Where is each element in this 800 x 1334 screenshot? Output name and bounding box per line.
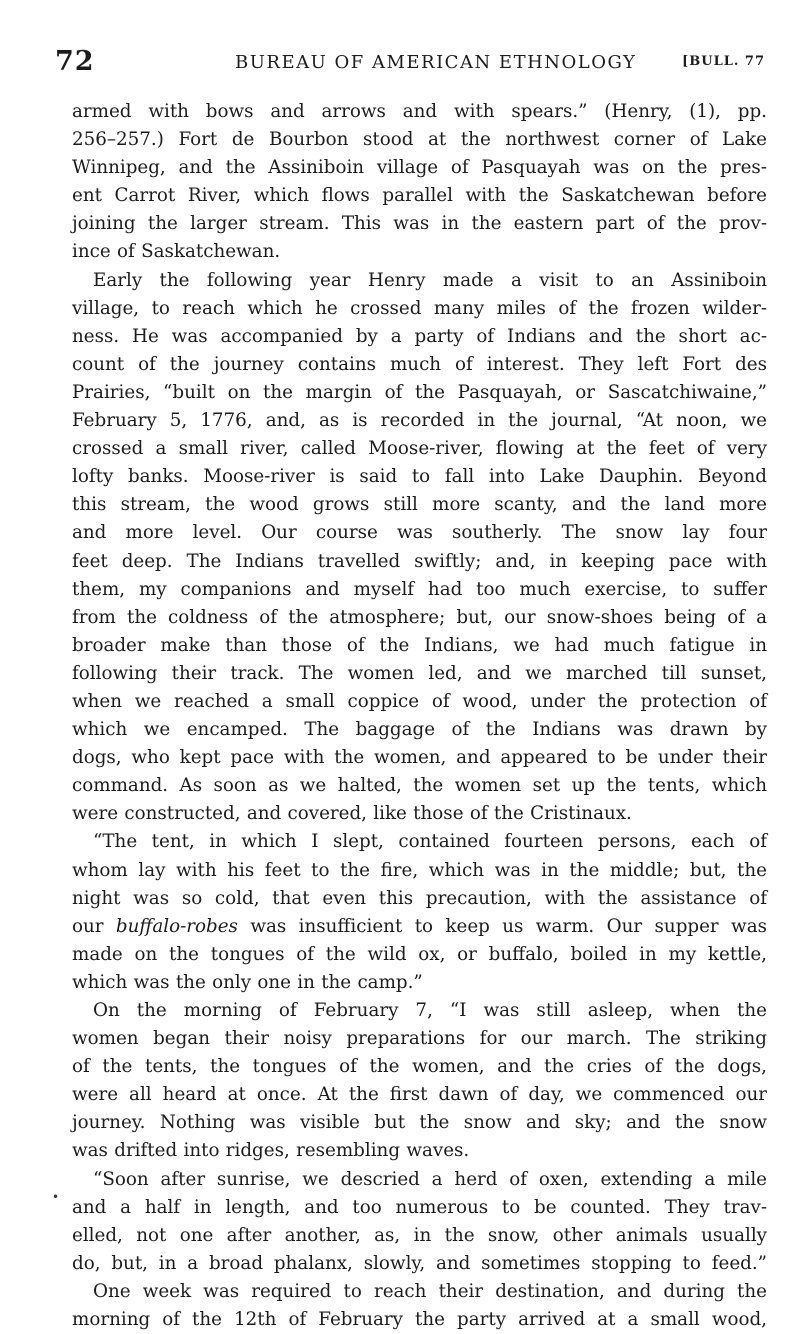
text-line: them, my companions and myself had too much exercise, to suffer	[72, 578, 767, 600]
text-run: our	[72, 915, 116, 937]
text-line: women began their noisy preparations for our march. The striking	[72, 1028, 767, 1050]
text-line: On the morning of February 7, “I was still asleep, when the	[93, 1000, 767, 1021]
running-head: BUREAU OF AMERICAN ETHNOLOGY	[235, 52, 637, 73]
text-line: Winnipeg, and the Assiniboin village of Pasquayah was on the pres-	[72, 157, 767, 179]
text-line: which we encamped. The baggage of the Indians was drawn by	[72, 719, 767, 741]
page-number: 72	[55, 46, 95, 77]
page-header	[55, 44, 765, 84]
text-line: elled, not one after another, as, in the snow, other animals usually	[72, 1224, 767, 1246]
text-line: feet deep. The Indians travelled swiftly; and, in keeping pace with	[72, 550, 767, 572]
text-line: of the tents, the tongues of the women, and the cries of the dogs,	[72, 1056, 767, 1078]
text-line: One week was required to reach their destination, and during the	[93, 1280, 767, 1302]
bulletin-number: [BULL. 77	[682, 54, 765, 69]
text-line: and a half in length, and too numerous to be counted. They trav-	[72, 1196, 767, 1218]
text-line: and more level. Our course was southerly. The snow lay four	[72, 522, 767, 544]
text-line: joining the larger stream. This was in the eastern part of the prov-	[72, 213, 767, 235]
text-line: ent Carrot River, which flows parallel with the Saskatchewan before	[72, 185, 767, 207]
text-line: Early the following year Henry made a visit to an Assiniboin	[93, 269, 767, 291]
text-line: this stream, the wood grows still more scanty, and the land more	[72, 494, 767, 516]
margin-mark: •	[52, 1190, 60, 1204]
text-line: following their track. The women led, and we marched till sunset,	[72, 662, 767, 684]
text-line: were all heard at once. At the first dawn of day, we commenced our	[72, 1084, 767, 1106]
text-line: command. As soon as we halted, the women set up the tents, which	[72, 775, 767, 797]
text-line: ince of Saskatchewan.	[72, 241, 281, 263]
text-line: count of the journey contains much of interest. They left Fort des	[72, 353, 767, 375]
text-line: dogs, who kept pace with the women, and appeared to be under their	[72, 747, 767, 769]
text-line: crossed a small river, called Moose-river, flowing at the feet of very	[72, 438, 767, 460]
text-run: was insufficient to keep us warm. Our supper was	[237, 915, 767, 937]
text-line: journey. Nothing was visible but the snow and sky; and the snow	[72, 1112, 767, 1134]
text-line: village, to reach which he crossed many miles of the frozen wilder-	[72, 297, 767, 319]
text-line: 256–257.) Fort de Bourbon stood at the northwest corner of Lake	[72, 129, 767, 151]
text-line: was drifted into ridges, resembling waves.	[72, 1140, 470, 1162]
text-line: broader make than those of the Indians, we had much fatigue in	[72, 634, 767, 656]
text-line: night was so cold, that even this precaution, with the assistance of	[72, 887, 767, 909]
text-line: lofty banks. Moose-river is said to fall into Lake Dauphin. Beyond	[72, 466, 767, 488]
text-line: February 5, 1776, and, as is recorded in the journal, “At noon, we	[72, 410, 767, 432]
text-line	[72, 913, 767, 941]
text-line: Prairies, “built on the margin of the Pasquayah, or Sascatchiwaine,”	[72, 381, 767, 403]
text-line: armed with bows and arrows and with spears.” (Henry, (1), pp.	[72, 101, 767, 122]
text-line: do, but, in a broad phalanx, slowly, and sometimes stopping to feed.”	[72, 1252, 767, 1274]
text-line: which was the only one in the camp.”	[72, 971, 423, 993]
text-line: “The tent, in which I slept, contained fourteen persons, each of	[93, 831, 767, 853]
body-text	[72, 98, 767, 1334]
text-line: whom lay with his feet to the fire, which was in the middle; but, the	[72, 859, 767, 881]
italic-term: buffalo-robes	[115, 915, 238, 937]
text-line: ness. He was accompanied by a party of Indians and the short ac-	[72, 325, 767, 347]
text-line: “Soon after sunrise, we descried a herd of oxen, extending a mile	[93, 1168, 767, 1190]
text-line: were constructed, and covered, like those of the Cristinaux.	[72, 803, 632, 825]
text-line: from the coldness of the atmosphere; but, our snow-shoes being of a	[72, 606, 767, 628]
text-line: morning of the 12th of February the party arrived at a small wood,	[72, 1309, 767, 1331]
text-line: made on the tongues of the wild ox, or buffalo, boiled in my kettle,	[72, 943, 767, 965]
text-line: when we reached a small coppice of wood, under the protection of	[72, 690, 767, 712]
